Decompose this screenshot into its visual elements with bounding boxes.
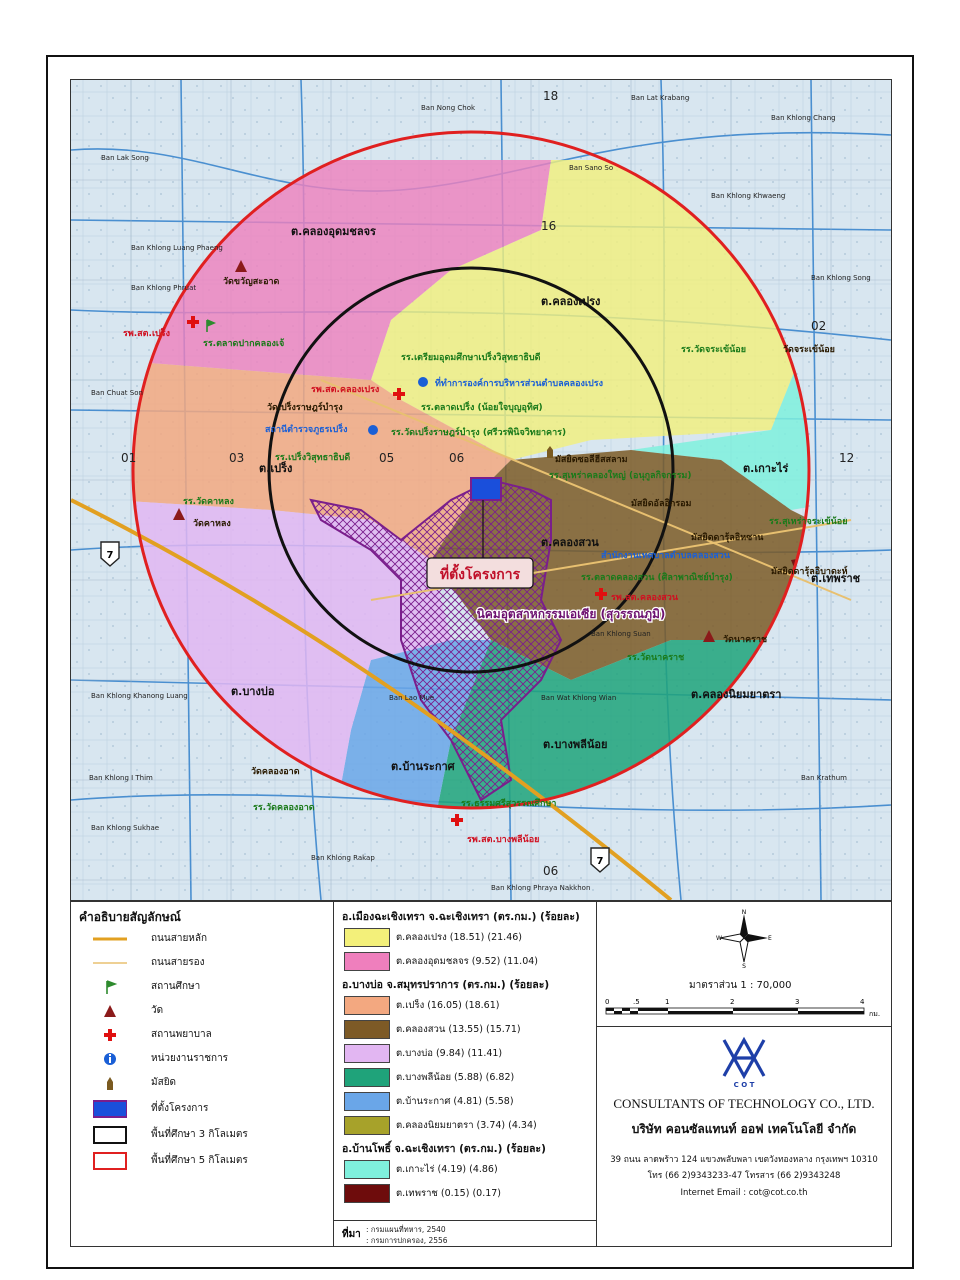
- grid-label: 01: [121, 451, 137, 465]
- area-swatch: [344, 1020, 390, 1039]
- area-swatch: [344, 1184, 390, 1203]
- legend-label: พื้นที่ศึกษา 5 กิโลเมตร: [151, 1155, 248, 1166]
- government-info-icon: [93, 1050, 127, 1068]
- legend-row: [71, 928, 333, 950]
- legend-row: [71, 1024, 333, 1046]
- area-row: [334, 926, 596, 948]
- area-swatch: [344, 1116, 390, 1135]
- area-label: ต.บางบ่อ (9.84) (11.41): [396, 1048, 503, 1059]
- logo-text: C O T: [733, 1081, 755, 1088]
- group-title: อ.เมืองฉะเชิงเทรา จ.ฉะเชิงเทรา (ตร.กม.) (ร้อยละ): [342, 911, 580, 923]
- legend-row: [71, 1072, 333, 1094]
- basemap-label: Ban Khlong Song: [811, 274, 871, 282]
- place-label: รพ.สต.คลองเปรง: [311, 385, 380, 395]
- place-label: รร.วัดนาคราช: [627, 653, 685, 663]
- legend-label: สถานพยาบาล: [151, 1029, 212, 1040]
- group-title: อ.บางบ่อ จ.สมุทรปราการ (ตร.กม.) (ร้อยละ): [342, 979, 550, 991]
- place-label: รร.ตลาดเปร็ง (น้อยใจบุญอุทิศ): [421, 403, 543, 413]
- basemap-label: Ban Lat Krabang: [631, 94, 690, 102]
- legend-row: [71, 1124, 333, 1146]
- industrial-estate-label: นิคมอุตสาหกรรมเอเซีย (สุวรรณภูมิ): [476, 607, 666, 621]
- basemap-label: Ban Khlong Khwaeng: [711, 192, 786, 200]
- place-label: รร.วัดเปร็งราษฎร์บำรุง (ศรีวรพินิจวิทยาคาร): [391, 428, 567, 438]
- legend-panel: [70, 901, 892, 1247]
- area-swatch: [344, 996, 390, 1015]
- legend-label: หน่วยงานราชการ: [151, 1053, 229, 1064]
- place-label: รร.ตลาดปากคลองเจ้: [203, 339, 285, 349]
- legend-label: ถนนสายหลัก: [151, 933, 208, 944]
- legend-row: [71, 1098, 333, 1120]
- source-line: : กรมแผนที่ทหาร, 2540: [366, 1225, 446, 1234]
- area-row: [334, 950, 596, 972]
- scale-unit: กม.: [869, 1010, 881, 1018]
- area-row: [334, 1042, 596, 1064]
- area-swatch: [344, 1044, 390, 1063]
- company-address: 39 ถนน ลาดพร้าว 124 แขวงพลับพลา เขตวังทองหลาง กรุงเทพฯ 10310: [610, 1155, 878, 1165]
- compass-n: N: [741, 909, 747, 916]
- place-label: รพ.สต.คลองสวน: [611, 593, 678, 603]
- place-label: สถานีตำรวจภูธรเปร็ง: [265, 425, 348, 435]
- basemap-label: Ban Khlong Phruat: [131, 284, 197, 292]
- area-swatch: [344, 1160, 390, 1179]
- place-label: รร.สุเหร่าจระเข้น้อย: [769, 517, 848, 527]
- area-row: [334, 1066, 596, 1088]
- place-label: รร.สุเหร่าคลองใหญ่ (อนุกูลกิจกรรม): [549, 471, 692, 481]
- grid-label: 03: [229, 451, 245, 465]
- main-road-icon: [93, 930, 127, 948]
- grid-label: 18: [543, 89, 559, 103]
- place-label: รร.วัดคาหลง: [183, 497, 234, 507]
- compass-s: S: [742, 963, 746, 968]
- temple-icon: [93, 1002, 127, 1020]
- company-divider: [597, 1026, 891, 1027]
- basemap-label: Ban Lak Song: [101, 154, 149, 162]
- area-label: ต.คลองอุดมชลจร (9.52) (11.04): [396, 956, 538, 967]
- company-logo-icon: [719, 1036, 769, 1088]
- place-label: วัดจระเข้น้อย: [783, 345, 835, 355]
- government-info-icon: [418, 377, 428, 387]
- legend-title: คำอธิบายสัญลักษณ์: [79, 910, 181, 924]
- basemap-label: Ban Khlong Suan: [591, 630, 651, 638]
- place-label: มัสยิดอัลอิกรอม: [631, 499, 692, 509]
- basemap-label: Ban Wat Khlong Wian: [541, 694, 617, 702]
- area-label: ต.คลองเปรง (18.51) (21.46): [396, 932, 522, 943]
- area-legend: [334, 902, 597, 1246]
- area-swatch: [344, 1068, 390, 1087]
- ring-5km-icon: [93, 1152, 127, 1170]
- place-label: สำนักงานเทศบาลตำบลคลองสวน: [601, 551, 730, 561]
- area-row: [334, 1182, 596, 1204]
- place-label: รร.วัดจระเข้น้อย: [681, 345, 746, 355]
- symbol-legend: [71, 902, 334, 1246]
- project-label: ที่ตั้งโครงการ: [439, 567, 521, 583]
- place-label: มัสยิดดารุ้ลอิหซาน: [691, 533, 764, 543]
- company-email: Internet Email : cot@cot.co.th: [680, 1188, 808, 1198]
- basemap-label: Ban Khlong Sukhae: [91, 824, 160, 832]
- subdistrict-label: ต.คลองเปรง: [541, 295, 601, 308]
- legend-row: [71, 976, 333, 998]
- subdistrict-label: ต.บ้านระกาศ: [391, 760, 455, 773]
- basemap-label: Ban Lao Mue: [389, 694, 435, 702]
- place-label: มัสยิดดารุ้ลอิบาดะห์: [771, 567, 848, 577]
- grid-label: 16: [541, 219, 557, 233]
- legend-row: [71, 1000, 333, 1022]
- study-area-map: [70, 79, 892, 901]
- highway-number: 7: [596, 856, 604, 867]
- place-label: มัสยิดซอลีฮีสสลาม: [555, 455, 628, 465]
- source-box: [334, 1220, 596, 1247]
- project-site-icon: [93, 1100, 127, 1118]
- legend-row: [71, 1048, 333, 1070]
- area-row: [334, 994, 596, 1016]
- legend-label: วัด: [151, 1005, 164, 1016]
- scale-and-company-panel: [597, 902, 891, 1246]
- grid-label: 02: [811, 319, 827, 333]
- subdistrict-label: ต.เปร็ง: [259, 462, 293, 475]
- grid-label: 06: [449, 451, 465, 465]
- scale-bar: [603, 994, 885, 1026]
- ring-3km-icon: [93, 1126, 127, 1144]
- source-key: ที่มา: [342, 1229, 361, 1240]
- area-label: ต.เกาะไร่ (4.19) (4.86): [396, 1164, 498, 1175]
- basemap-label: Ban Khlong Luang Phaeng: [131, 244, 223, 252]
- area-row: [334, 1158, 596, 1180]
- subdistrict-label: ต.คลองนิยมยาตรา: [691, 688, 782, 701]
- scale-tick: 1: [665, 998, 670, 1006]
- company-name-en: CONSULTANTS OF TECHNOLOGY CO., LTD.: [613, 1096, 875, 1111]
- scale-text: มาตราส่วน 1 : 70,000: [689, 980, 792, 991]
- scale-tick: 2: [730, 998, 735, 1006]
- source-line: : กรมการปกครอง, 2556: [366, 1236, 448, 1245]
- basemap-label: Ban Khlong Khanong Luang: [91, 692, 188, 700]
- north-arrow-icon: [714, 908, 774, 968]
- group-title: อ.บ้านโพธิ์ จ.ฉะเชิงเทรา (ตร.กม.) (ร้อยละ): [342, 1143, 546, 1155]
- subdistrict-label: ต.คลองอุดมชลจร: [291, 225, 376, 238]
- legend-label: มัสยิด: [151, 1077, 177, 1088]
- area-label: ต.บ้านระกาศ (4.81) (5.58): [396, 1096, 514, 1107]
- subdistrict-label: ต.คลองสวน: [541, 536, 599, 549]
- subdistrict-label: ต.เทพราช: [811, 572, 861, 585]
- basemap-label: Ban Nong Chok: [421, 104, 476, 112]
- basemap-label: Ban Krathum: [801, 774, 847, 782]
- highway-number: 7: [106, 550, 114, 561]
- scale-tick: 0: [605, 998, 610, 1006]
- grid-label: 12: [839, 451, 855, 465]
- grid-label: 06: [543, 864, 559, 878]
- subdistrict-label: ต.บางพลีน้อย: [543, 738, 608, 751]
- minor-road-icon: [93, 954, 127, 972]
- place-label: วัดเปร็งราษฎร์บำรุง: [267, 403, 343, 413]
- mosque-icon: [93, 1074, 127, 1092]
- place-label: รร.เตรียมอุดมศึกษาเปร็งวิสุทธาธิบดี: [401, 353, 541, 363]
- place-label: รพ.สต.บางพลีน้อย: [467, 835, 540, 845]
- place-label: รร.ตลาดคลองสวน (ศิลาพาณิชย์บำรุง): [581, 573, 733, 583]
- compass-e: E: [768, 935, 772, 942]
- map-sheet: [46, 55, 914, 1269]
- legend-label: ที่ตั้งโครงการ: [151, 1103, 209, 1114]
- place-label: วัดนาคราช: [723, 635, 768, 645]
- government-info-icon: [368, 425, 378, 435]
- basemap-label: Ban Khlong Phraya Nakkhon: [491, 884, 591, 892]
- company-name-th: บริษัท คอนซัลแทนท์ ออฟ เทคโนโลยี จำกัด: [631, 1122, 857, 1136]
- company-phone: โทร (66 2)9343233-47 โทรสาร (66 2)9343248: [647, 1171, 841, 1181]
- basemap-label: Ban Chuat Son: [91, 389, 143, 397]
- basemap-label: Ban Khlong Rakap: [311, 854, 375, 862]
- basemap-label: Ban Khlong Chang: [771, 114, 836, 122]
- area-label: ต.เทพราช (0.15) (0.17): [396, 1188, 502, 1199]
- basemap-label: Ban Sano So: [569, 164, 614, 172]
- legend-row: [71, 1150, 333, 1172]
- hospital-cross-icon: [93, 1026, 127, 1044]
- place-label: ที่ทำการองค์การบริหารส่วนตำบลคลองเปรง: [435, 379, 603, 389]
- legend-label: พื้นที่ศึกษา 3 กิโลเมตร: [151, 1129, 248, 1140]
- project-site-marker: [471, 478, 501, 500]
- area-label: ต.บางพลีน้อย (5.88) (6.82): [396, 1072, 515, 1083]
- area-row: [334, 1114, 596, 1136]
- area-label: ต.คลองนิยมยาตรา (3.74) (4.34): [396, 1120, 537, 1131]
- legend-label: สถานศึกษา: [151, 981, 201, 992]
- area-row: [334, 1018, 596, 1040]
- scale-tick: 4: [860, 998, 865, 1006]
- area-swatch: [344, 928, 390, 947]
- area-label: ต.เปร็ง (16.05) (18.61): [396, 1000, 500, 1011]
- area-label: ต.คลองสวน (13.55) (15.71): [396, 1024, 521, 1035]
- place-label: วัดขวัญสะอาด: [223, 277, 280, 287]
- basemap-label: Ban Khlong I Thim: [89, 774, 153, 782]
- grid-label: 05: [379, 451, 395, 465]
- school-flag-icon: [93, 978, 127, 996]
- area-row: [334, 1090, 596, 1112]
- scale-tick: 3: [795, 998, 800, 1006]
- area-swatch: [344, 1092, 390, 1111]
- legend-row: [71, 952, 333, 974]
- legend-label: ถนนสายรอง: [151, 957, 205, 968]
- place-label: วัดคลองอาด: [251, 767, 300, 777]
- scale-tick: .5: [633, 998, 640, 1006]
- place-label: วัดคาหลง: [193, 519, 231, 529]
- compass-w: W: [716, 935, 722, 942]
- subdistrict-label: ต.บางบ่อ: [231, 685, 275, 698]
- place-label: รร.เปร็งวิสุทธาธิบดี: [275, 453, 351, 463]
- place-label: รร.วัดคลองอาด: [253, 803, 315, 813]
- place-label: รพ.สต.เปร็ง: [123, 329, 170, 339]
- place-label: รร.ธรรมศรีสุวรรณศึกษา: [461, 799, 557, 809]
- subdistrict-label: ต.เกาะไร่: [743, 462, 789, 475]
- area-swatch: [344, 952, 390, 971]
